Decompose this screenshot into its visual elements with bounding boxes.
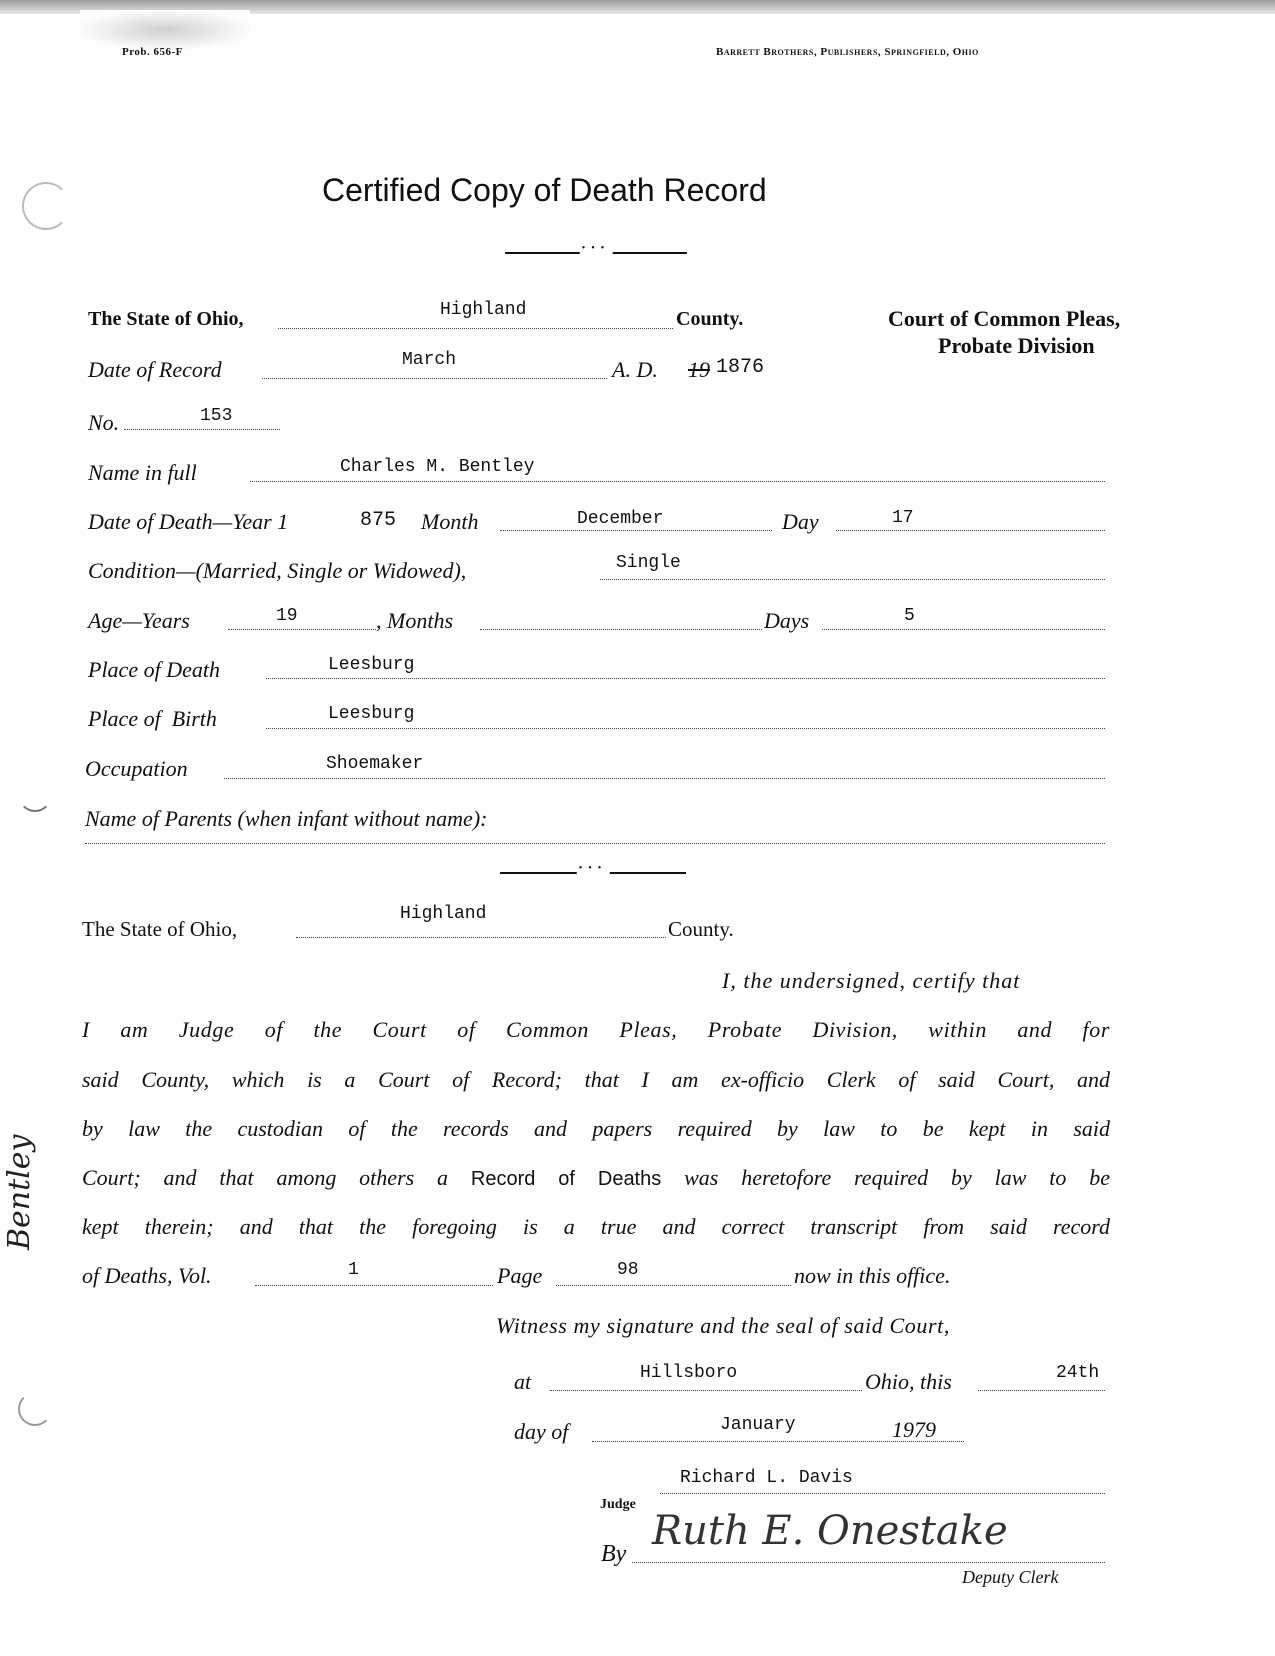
cert-year-value: 1979 — [892, 1417, 936, 1442]
number-line — [124, 429, 280, 430]
condition-value: Single — [616, 553, 681, 573]
at-label: at — [514, 1369, 532, 1394]
occupation-label: Occupation — [85, 756, 188, 781]
death-month-line — [500, 530, 772, 531]
age-days-label: Days — [764, 608, 810, 633]
parents-label: Name of Parents (when infant without name): — [85, 806, 488, 831]
struck-century: 19 — [688, 357, 710, 382]
condition-line — [600, 579, 1105, 580]
court-name: Court of Common Pleas, — [888, 306, 1121, 331]
place-of-death-line — [266, 678, 1105, 679]
age-years-value: 19 — [276, 606, 298, 626]
cert-line-6: kept therein; and that the foregoing is a true and correct transcript from said record — [82, 1214, 1110, 1239]
death-month-label: Month — [421, 509, 479, 534]
office-label: now in this office. — [794, 1263, 951, 1288]
cert-county-line — [296, 937, 666, 938]
form-number: Prob. 656-F — [122, 46, 183, 58]
cert-county-label: County. — [668, 917, 734, 941]
date-of-record-line — [262, 378, 607, 379]
place-of-death-label: Place of Death — [88, 657, 220, 682]
deputy-signature: Ruth E. Onestake — [652, 1508, 1008, 1554]
by-label: By — [601, 1541, 627, 1567]
county-label: County. — [676, 308, 744, 330]
cert-county-value: Highland — [400, 904, 487, 924]
state-label: The State of Ohio, — [88, 308, 244, 330]
publisher-line: Barrett Brothers, Publishers, Springfield, Ohio — [716, 46, 979, 58]
judge-name: Richard L. Davis — [680, 1468, 853, 1488]
county-line — [278, 328, 673, 329]
judge-line — [660, 1493, 1105, 1494]
deputy-clerk-label: Deputy Clerk — [962, 1567, 1059, 1587]
number-label: No. — [88, 410, 120, 435]
day-of-label: day of — [514, 1419, 569, 1444]
day-value: 24th — [1056, 1363, 1100, 1383]
section-ornament — [500, 872, 686, 874]
occupation-line — [224, 778, 1105, 779]
vol-label: of Deaths, Vol. — [82, 1263, 212, 1288]
ohio-this-label: Ohio, this — [865, 1369, 952, 1394]
name-line — [250, 481, 1105, 482]
name-value: Charles M. Bentley — [340, 457, 535, 477]
number-value: 153 — [200, 406, 233, 426]
death-date-label: Date of Death—Year 1 — [88, 509, 289, 534]
page-label: Page — [497, 1263, 543, 1288]
death-day-label: Day — [782, 509, 819, 534]
cert-line-5-end: was heretofore required by law to be — [684, 1165, 1111, 1190]
page-title: Certified Copy of Death Record — [322, 172, 767, 208]
place-of-birth-value: Leesburg — [328, 704, 415, 724]
margin-mark — [18, 1392, 52, 1426]
age-years-line — [228, 629, 376, 630]
title-ornament — [505, 252, 687, 254]
page-value: 98 — [617, 1260, 639, 1280]
cert-line-1: I, the undersigned, certify that — [722, 968, 1021, 993]
death-day-value: 17 — [892, 508, 914, 528]
condition-label: Condition—(Married, Single or Widowed), — [88, 558, 467, 583]
death-month-value: December — [577, 509, 664, 529]
place-value: Hillsboro — [640, 1363, 738, 1383]
age-months-label: , Months — [376, 608, 453, 633]
name-label: Name in full — [88, 460, 197, 485]
occupation-value: Shoemaker — [326, 754, 424, 774]
margin-mark — [18, 778, 52, 812]
date-of-record-value: March — [402, 350, 457, 370]
punch-hole-mark — [22, 182, 70, 230]
record-of-deaths: Record of Deaths — [470, 1168, 662, 1190]
court-division: Probate Division — [938, 333, 1095, 358]
record-year-value: 1876 — [716, 356, 765, 379]
signature-line — [632, 1562, 1105, 1563]
month-value: January — [720, 1415, 796, 1435]
age-days-line — [822, 629, 1105, 630]
age-months-line — [480, 629, 762, 630]
day-line — [978, 1390, 1105, 1391]
age-years-label: Age—Years — [88, 608, 190, 633]
vol-line — [255, 1285, 493, 1286]
judge-label: Judge — [600, 1497, 636, 1512]
vol-value: 1 — [348, 1260, 359, 1280]
date-of-record-label: Date of Record — [88, 357, 222, 382]
age-days-value: 5 — [904, 606, 915, 626]
death-year-value: 875 — [360, 509, 397, 532]
cert-line-2: I am Judge of the Court of Common Pleas, Probate Division, within and for — [82, 1017, 1110, 1042]
margin-note: Bentley — [2, 1134, 37, 1250]
page-line — [556, 1285, 791, 1286]
parents-line — [85, 843, 1105, 844]
witness-line: Witness my signature and the seal of said Court, — [496, 1313, 950, 1338]
cert-line-5-start: Court; and that among others a — [82, 1165, 449, 1190]
cert-state-label: The State of Ohio, — [82, 917, 238, 941]
county-value: Highland — [440, 300, 527, 320]
cert-line-4: by law the custodian of the records and papers required by law to be kept in said — [82, 1116, 1110, 1141]
place-of-death-value: Leesburg — [328, 655, 415, 675]
scan-shading — [80, 10, 250, 50]
cert-line-3: said County, which is a Court of Record; that I am ex-officio Clerk of said Court, and — [82, 1067, 1110, 1092]
place-of-birth-label: Place of Birth — [88, 706, 217, 731]
place-line — [550, 1390, 862, 1391]
ad-label: A. D. — [612, 357, 658, 382]
cert-line-5 — [82, 1165, 1110, 1191]
place-of-birth-line — [266, 728, 1105, 729]
death-day-line — [836, 530, 1105, 531]
